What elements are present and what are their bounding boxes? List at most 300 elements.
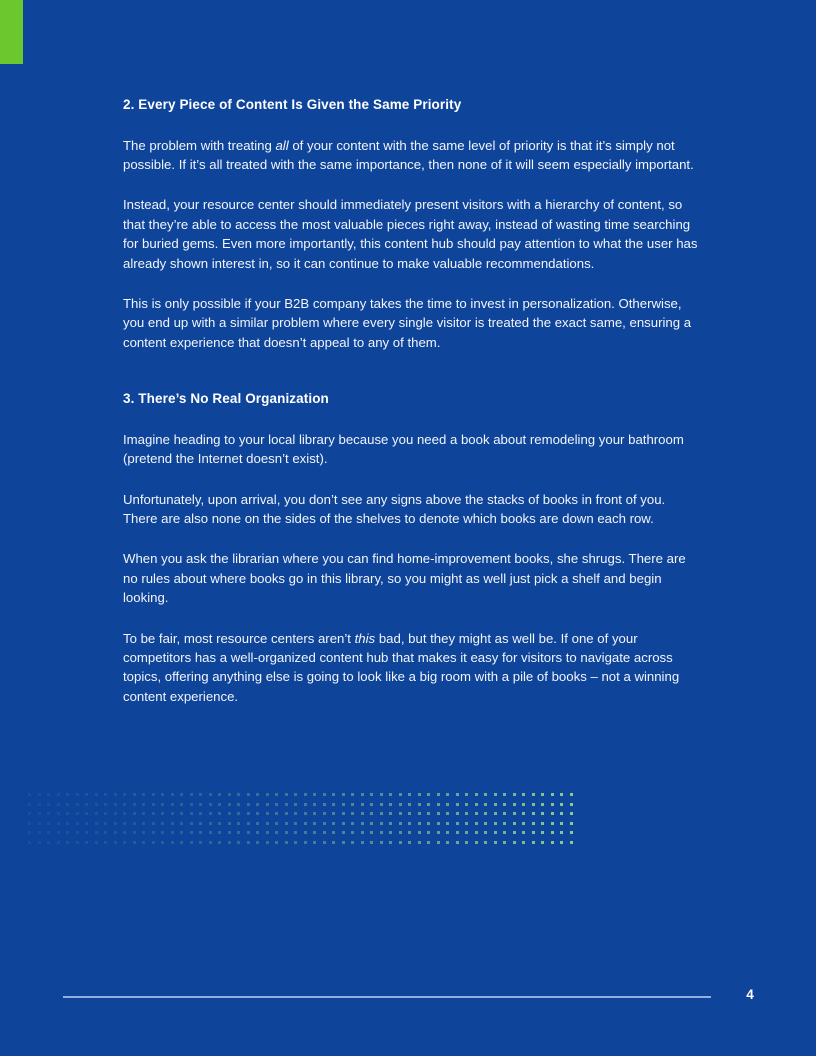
dot — [513, 793, 516, 796]
dot — [247, 822, 250, 825]
dot — [456, 822, 459, 825]
dot — [28, 793, 31, 796]
dot — [541, 803, 544, 806]
dot — [342, 841, 345, 844]
dot — [28, 841, 31, 844]
dot — [256, 793, 259, 796]
dot — [38, 831, 41, 834]
text-run: This is only possible if your B2B company takes the time to invest in personalization. Otherwise, you end up with a similar problem where every single visitor is treated the exact same, ensuring a content experience that doesn’t appeal to any of them. — [123, 295, 692, 350]
dot — [570, 793, 573, 796]
dot — [456, 803, 459, 806]
dot — [351, 803, 354, 806]
dot — [38, 841, 41, 844]
dot — [142, 812, 145, 815]
dot — [456, 812, 459, 815]
dot — [95, 793, 98, 796]
dot-row — [28, 831, 570, 841]
dot — [332, 822, 335, 825]
dot — [237, 822, 240, 825]
dot — [28, 831, 31, 834]
dot — [323, 803, 326, 806]
dot — [190, 812, 193, 815]
dot — [123, 822, 126, 825]
dot — [342, 793, 345, 796]
dot — [342, 812, 345, 815]
dot — [560, 803, 563, 806]
text-run: Unfortunately, upon arrival, you don’t see any signs above the stacks of books in front of you. There are also none on the sides of the shelves to denote which books are down each row. — [123, 491, 666, 526]
dot — [28, 803, 31, 806]
dot — [256, 841, 259, 844]
body-paragraph — [123, 629, 701, 707]
dot — [180, 822, 183, 825]
dot — [256, 803, 259, 806]
body-paragraph — [123, 195, 701, 273]
dot — [351, 831, 354, 834]
dot — [133, 822, 136, 825]
dot — [532, 822, 535, 825]
dot — [389, 822, 392, 825]
dot — [294, 831, 297, 834]
dot — [361, 812, 364, 815]
dot — [199, 803, 202, 806]
dot — [266, 793, 269, 796]
dot — [104, 841, 107, 844]
dot — [57, 831, 60, 834]
dot — [522, 831, 525, 834]
dot — [522, 793, 525, 796]
dot — [294, 803, 297, 806]
dot — [475, 831, 478, 834]
dot — [418, 803, 421, 806]
dot — [152, 822, 155, 825]
dot — [503, 812, 506, 815]
dot — [532, 803, 535, 806]
dot — [161, 812, 164, 815]
section-heading: 2. Every Piece of Content Is Given the Same Priority — [123, 97, 462, 112]
dot — [465, 793, 468, 796]
dot-row — [28, 841, 570, 851]
dot — [190, 841, 193, 844]
dot — [237, 793, 240, 796]
dot — [437, 803, 440, 806]
dot — [446, 831, 449, 834]
spacer — [123, 174, 701, 195]
dot — [161, 793, 164, 796]
dot — [304, 803, 307, 806]
dot — [152, 812, 155, 815]
dot — [28, 822, 31, 825]
dot — [503, 822, 506, 825]
dot — [66, 822, 69, 825]
body-paragraph — [123, 136, 701, 175]
dot — [570, 841, 573, 844]
dot — [57, 793, 60, 796]
dot — [389, 803, 392, 806]
dot — [361, 793, 364, 796]
dot — [85, 793, 88, 796]
dot — [218, 831, 221, 834]
dot — [380, 793, 383, 796]
dot — [133, 812, 136, 815]
dot — [209, 803, 212, 806]
dot — [494, 841, 497, 844]
dot — [541, 812, 544, 815]
dot — [551, 803, 554, 806]
dot — [446, 822, 449, 825]
dot — [427, 841, 430, 844]
dot — [133, 803, 136, 806]
dot — [47, 841, 50, 844]
dot — [304, 841, 307, 844]
dot — [408, 841, 411, 844]
dot — [285, 793, 288, 796]
dot — [133, 841, 136, 844]
dot — [323, 793, 326, 796]
dot — [76, 812, 79, 815]
dot — [95, 822, 98, 825]
dot — [408, 803, 411, 806]
section-heading: 3. There’s No Real Organization — [123, 391, 329, 407]
dot — [76, 841, 79, 844]
dot — [342, 822, 345, 825]
dot — [418, 822, 421, 825]
dot — [560, 812, 563, 815]
dot — [465, 822, 468, 825]
dot — [209, 831, 212, 834]
dot — [275, 812, 278, 815]
dot — [494, 793, 497, 796]
dot — [361, 822, 364, 825]
dot — [47, 803, 50, 806]
dot — [380, 822, 383, 825]
body-paragraph — [123, 430, 701, 469]
dot-row — [28, 793, 570, 803]
dot — [389, 793, 392, 796]
dot — [361, 841, 364, 844]
dot — [133, 793, 136, 796]
dot — [57, 822, 60, 825]
dot — [114, 841, 117, 844]
dot — [247, 812, 250, 815]
dot — [475, 803, 478, 806]
dot — [95, 812, 98, 815]
text-run: To be fair, most resource centers aren’t — [123, 630, 355, 646]
dot — [304, 812, 307, 815]
dot — [123, 793, 126, 796]
dot — [285, 812, 288, 815]
dot — [76, 831, 79, 834]
dot — [180, 812, 183, 815]
dot — [370, 812, 373, 815]
dot — [389, 831, 392, 834]
dot — [437, 812, 440, 815]
dot — [199, 812, 202, 815]
dot — [323, 831, 326, 834]
dot — [332, 803, 335, 806]
emphasis-text: this — [354, 630, 376, 646]
dot — [38, 793, 41, 796]
dot — [522, 803, 525, 806]
dot — [560, 841, 563, 844]
dot — [551, 831, 554, 834]
emphasis-text: all — [275, 137, 289, 153]
dot — [228, 841, 231, 844]
dot — [294, 812, 297, 815]
dot — [171, 803, 174, 806]
dot — [76, 803, 79, 806]
dot — [104, 831, 107, 834]
dot — [180, 793, 183, 796]
dot — [142, 793, 145, 796]
dot — [446, 841, 449, 844]
spacer — [123, 469, 701, 490]
dot — [38, 803, 41, 806]
dot — [332, 841, 335, 844]
dot — [190, 822, 193, 825]
dot — [522, 812, 525, 815]
dot — [475, 841, 478, 844]
dot — [171, 841, 174, 844]
dot — [304, 831, 307, 834]
dot — [532, 812, 535, 815]
dot — [199, 822, 202, 825]
dot — [294, 841, 297, 844]
dot — [323, 822, 326, 825]
dot — [266, 822, 269, 825]
dot — [408, 831, 411, 834]
dot — [85, 831, 88, 834]
dot — [427, 822, 430, 825]
dot — [560, 831, 563, 834]
dot — [551, 812, 554, 815]
dot — [180, 831, 183, 834]
dot — [199, 841, 202, 844]
dot — [247, 841, 250, 844]
dot — [114, 822, 117, 825]
dot — [190, 803, 193, 806]
dot — [484, 803, 487, 806]
dot — [399, 831, 402, 834]
dot — [285, 822, 288, 825]
dot — [161, 831, 164, 834]
dot — [218, 812, 221, 815]
text-run: Imagine heading to your local library because you need a book about remodeling your bathroom (pretend the Internet doesn’t exist). — [123, 431, 684, 467]
dot — [351, 793, 354, 796]
dot — [171, 822, 174, 825]
dot — [38, 822, 41, 825]
body-paragraph — [123, 490, 701, 529]
dot — [171, 812, 174, 815]
dot — [66, 831, 69, 834]
dot — [570, 822, 573, 825]
dot — [209, 822, 212, 825]
dot — [570, 812, 573, 815]
dot — [209, 841, 212, 844]
dot — [361, 803, 364, 806]
dot — [85, 841, 88, 844]
dot — [266, 812, 269, 815]
spacer — [123, 528, 701, 549]
dot — [266, 803, 269, 806]
dot — [418, 793, 421, 796]
dot — [532, 793, 535, 796]
dot — [237, 803, 240, 806]
dot — [351, 822, 354, 825]
dot — [494, 803, 497, 806]
dot — [313, 822, 316, 825]
dot — [161, 841, 164, 844]
dot — [218, 803, 221, 806]
body-paragraph — [123, 294, 701, 352]
dot — [104, 793, 107, 796]
dot — [418, 812, 421, 815]
dot — [503, 841, 506, 844]
green-accent-bar — [0, 0, 23, 64]
dot — [370, 822, 373, 825]
dot — [142, 803, 145, 806]
dot — [228, 803, 231, 806]
dot — [503, 803, 506, 806]
dot — [285, 841, 288, 844]
dot — [161, 822, 164, 825]
dot — [142, 822, 145, 825]
dot — [399, 841, 402, 844]
dot — [171, 831, 174, 834]
text-run: When you ask the librarian where you can find home-improvement books, she shrugs. There are no rules about where books go in this library, so you might as well just pick a shelf and begin looking. — [123, 551, 686, 606]
dot — [465, 812, 468, 815]
dot — [399, 803, 402, 806]
dot — [104, 803, 107, 806]
dot — [484, 793, 487, 796]
dot — [38, 812, 41, 815]
dot — [285, 803, 288, 806]
dot — [513, 812, 516, 815]
dot — [389, 812, 392, 815]
dot — [370, 841, 373, 844]
dot — [152, 803, 155, 806]
dot — [114, 831, 117, 834]
dot-row — [28, 822, 570, 832]
dot — [57, 812, 60, 815]
dot — [541, 822, 544, 825]
dot — [313, 793, 316, 796]
dot — [513, 822, 516, 825]
dot — [503, 793, 506, 796]
page-content — [123, 96, 701, 706]
spacer — [123, 408, 701, 430]
dot — [380, 812, 383, 815]
dot — [256, 831, 259, 834]
dot — [133, 831, 136, 834]
dot — [114, 793, 117, 796]
dot — [408, 793, 411, 796]
dot — [247, 831, 250, 834]
dot — [152, 841, 155, 844]
dot — [532, 841, 535, 844]
dot — [503, 831, 506, 834]
dot — [342, 803, 345, 806]
dot — [275, 831, 278, 834]
dot — [180, 803, 183, 806]
dot — [437, 831, 440, 834]
dot — [228, 812, 231, 815]
dot — [209, 812, 212, 815]
dot — [370, 803, 373, 806]
dot — [247, 803, 250, 806]
dot — [484, 831, 487, 834]
footer-divider — [63, 996, 711, 998]
dot — [475, 812, 478, 815]
dot — [494, 812, 497, 815]
dot — [560, 793, 563, 796]
dot — [47, 812, 50, 815]
dot — [513, 803, 516, 806]
dot — [114, 812, 117, 815]
dot — [418, 841, 421, 844]
dot — [123, 803, 126, 806]
dot — [456, 793, 459, 796]
dot — [152, 831, 155, 834]
dot — [218, 793, 221, 796]
dot — [437, 822, 440, 825]
dot — [418, 831, 421, 834]
dot — [57, 803, 60, 806]
dot — [266, 831, 269, 834]
dot — [66, 812, 69, 815]
dot — [446, 793, 449, 796]
dot — [180, 841, 183, 844]
dot — [275, 841, 278, 844]
dot — [380, 841, 383, 844]
dot — [560, 822, 563, 825]
text-run: bad, but they might as well be. If one of your competitors has a well-organized content hub that makes it easy for visitors to navigate across topics, offering anything else is going to look like a big room with a pile of books – not a winning content experience. — [123, 630, 680, 704]
dot — [456, 841, 459, 844]
dot — [361, 831, 364, 834]
dot — [161, 803, 164, 806]
text-run: The problem with treating — [123, 137, 276, 153]
dot — [218, 841, 221, 844]
dot — [47, 831, 50, 834]
dot — [551, 793, 554, 796]
dot — [332, 831, 335, 834]
dot — [389, 841, 392, 844]
dot — [142, 841, 145, 844]
dot — [47, 822, 50, 825]
dot — [541, 831, 544, 834]
dot — [218, 822, 221, 825]
dot — [465, 831, 468, 834]
dot — [237, 831, 240, 834]
dot — [313, 803, 316, 806]
spacer — [123, 273, 701, 294]
dot — [437, 793, 440, 796]
dot-row — [28, 803, 570, 813]
dot — [570, 831, 573, 834]
dot — [465, 841, 468, 844]
text-run: of your content with the same level of priority is that it’s simply not possible. If it’s all treated with the same importance, then none of it will seem especially important. — [123, 137, 694, 172]
dot — [247, 793, 250, 796]
dot — [95, 831, 98, 834]
dot — [399, 822, 402, 825]
decorative-dot-grid — [28, 793, 570, 861]
dot — [513, 841, 516, 844]
dot — [541, 841, 544, 844]
dot — [256, 812, 259, 815]
dot — [228, 822, 231, 825]
dot — [465, 803, 468, 806]
spacer — [123, 114, 701, 136]
dot — [494, 831, 497, 834]
